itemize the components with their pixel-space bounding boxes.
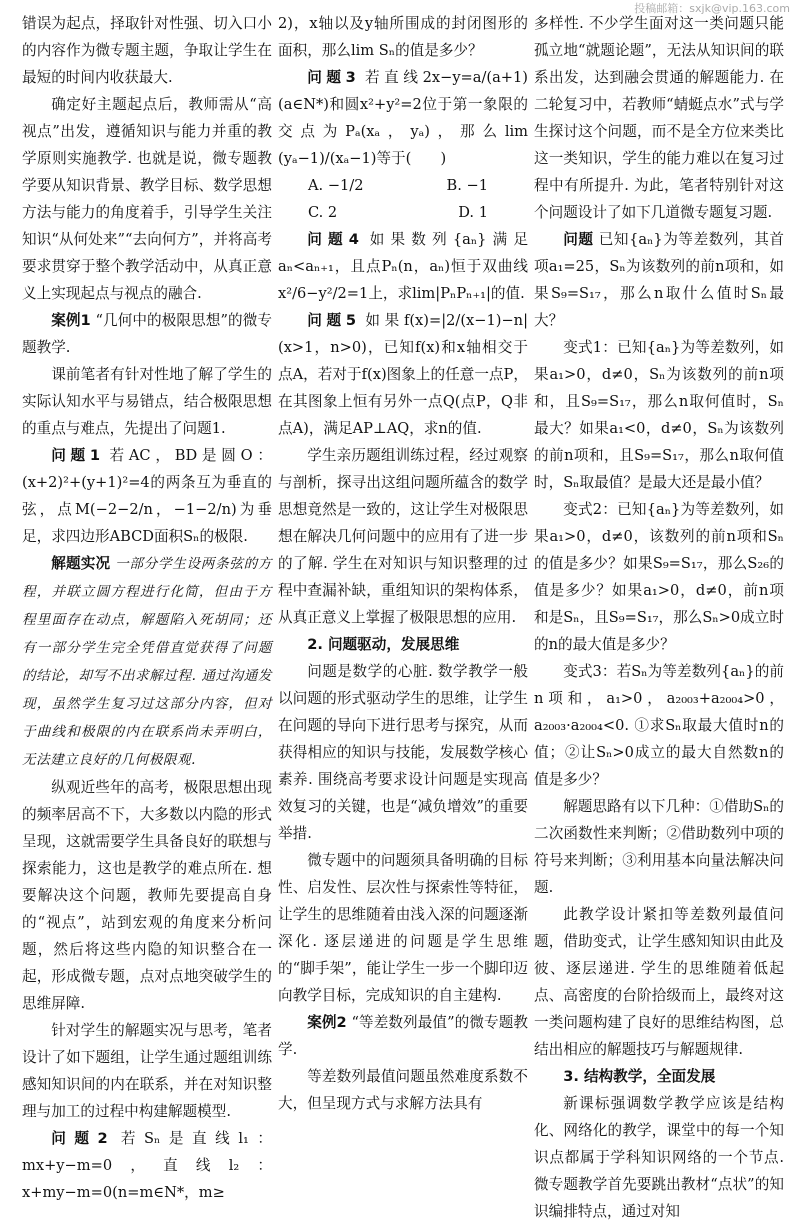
problem-text: 如果数列{aₙ}满足aₙ<aₙ₊₁，且点Pₙ(n，aₙ)恒于双曲线x²/6−y²/2=1上，求lim|PₙPₙ₊₁|的值. [278,231,528,302]
paragraph: 此教学设计紧扣等差数列最值问题，借助变式，让学生感知知识由此及彼、逐层递进. 学生的思维随着低起点、高密度的台阶拾级而上，最终对这一类问题构建了良好的思维结构图，总结出相应的解题技巧与解题规律. [534,906,784,1058]
case-label: 案例1 [51,312,91,329]
section-heading-2: 2. 问题驱动，发展思维 [307,636,460,653]
solution-label: 解题实况 [51,555,111,572]
problem-4 [278,226,528,307]
option-b: B. −1 [446,177,488,194]
paragraph: 2)，x轴以及y轴所围成的封闭图形的面积，那么lim Sₙ的值是多少？ [278,15,528,59]
paragraph: 学生亲历题组训练过程，经过观察与剖析，探寻出这组问题所蕴含的数学思想竟然是一致的，这让学生对极限思想在解决几何问题中的应用有了进一步的了解. 学生在对知识与知识整理的过程中查漏补缺，重组知识的架构体系，从真正意义上掌握了极限思想的应用. [278,447,528,626]
case-2-paragraph [278,1009,528,1063]
case-1-paragraph [22,307,272,361]
problem-text: 已知{aₙ}为等差数列，其首项a₁=25，Sₙ为该数列的前n项和，如果S₉=S₁₇，那么n取什么值时Sₙ最大？ [534,231,784,329]
problem-text: 如果f(x)=|2/(x−1)−n|(x>1，n>0)，已知f(x)和x轴相交于点A，若对于f(x)图象上的任意一点P，在其图象上恒有另外一点Q(点P，Q非点A)，满足AP⊥AQ，求n的值. [278,312,528,437]
header-url: 投稿邮箱：sxjk@vip.163.com [634,2,790,15]
problem-text: 若AC，BD是圆O：(x+2)²+(y+1)²=4的两条互为垂直的弦，点M(−2−2/n，−1−2/n)为垂足，求四边形ABCD面积Sₙ的极限. [22,447,273,545]
paragraph: 解题思路有以下几种：①借助Sₙ的二次函数性来判断；②借助数列中项的符号来判断；③利用基本向量法解决问题. [534,798,784,896]
paragraph: 纵观近些年的高考，极限思想出现的频率居高不下，大多数以内隐的形式呈现，这就需要学生具备良好的联想与探索能力，这也是教学的难点所在. 想要解决这个问题，教师先要提高自身的“视点”，站到宏观的角度来分析问题，然后将这些内隐的知识整合在一起，形成微专题，点对点地突破学生的思维屏障. [22,779,272,1012]
case-text: “等差数列最值”的微专题教学. [278,1014,528,1058]
problem-label: 问题2 [51,1130,108,1147]
problem-label: 问题1 [51,447,101,464]
paragraph: 新课标强调数学教学应该是结构化、网络化的教学，课堂中的每一个知识点都属于学科知识网络的一个节点. 微专题教学首先要跳出教材“点状”的知识编排特点，通过对知 [534,1095,784,1220]
problem-3 [278,64,528,172]
paragraph: 等差数列最值问题虽然难度系数不大，但呈现方式与求解方法具有 [278,1068,528,1112]
column-1 [22,10,272,1206]
paragraph: 课前笔者有针对性地了解了学生的实际认知水平与易错点，结合极限思想的重点与难点，先提出了问题1. [22,366,272,437]
variant-3: 变式3：若Sₙ为等差数列{aₙ}的前n项和，a₁>0，a₂₀₀₃+a₂₀₀₄>0，a₂₀₀₃·a₂₀₀₄<0. ①求Sₙ取最大值时n的值；②让Sₙ>0成立的最大自然数n的值是多少？ [534,663,784,788]
variant-1: 变式1：已知{aₙ}为等差数列，如果a₁>0，d≠0，Sₙ为该数列的前n项和，且S₉=S₁₇，那么n取何值时，Sₙ最大？如果a₁<0，d≠0，Sₙ为该数列的前n项和，且S₉=S₁₇，那么n取何值时，Sₙ取最值？是最大还是最小值？ [534,339,784,491]
problem-1 [22,442,272,550]
paragraph: 多样性. 不少学生面对这一类问题只能孤立地“就题论题”，无法从知识间的联系出发，达到融会贯通的解题能力. 在二轮复习中，若教师“蜻蜓点水”式与学生探讨这个问题，而不是全方位来类比这一类知识，学生的能力难以在复习过程中有所提升. 为此，笔者特别针对这个问题设计了如下几道微专题复习题. [534,15,784,221]
paragraph: 针对学生的解题实况与思考，笔者设计了如下题组，让学生通过题组训练感知知识间的内在联系，并在对知识整理与加工的过程中构建解题模型. [22,1022,272,1120]
paragraph: 微专题中的问题须具备明确的目标性、启发性、层次性与探索性等特征，让学生的思维随着由浅入深的问题逐渐深化. 逐层递进的问题是学生思维的“脚手架”，能让学生一步一个脚印迈向教学目标，完成知识的自主建构. [278,852,528,1004]
problem-5 [278,307,528,442]
case-text: “几何中的极限思想”的微专题教学. [22,312,272,356]
option-a: A. −1/2 [308,177,364,194]
options-row-1 [278,172,528,199]
column-2 [278,10,528,1117]
option-c: C. 2 [308,204,338,221]
solution-text: 一部分学生设两条弦的方程，并联立圆方程进行化简，但由于方程里面存在动点，解题陷入死胡同；还有一部分学生完全凭借直觉获得了问题的结论，却写不出求解过程. 通过沟通发现，虽然学生复习过这部分内容，但对于曲线和极限的内在联系尚未弄明白，无法建立良好的几何极限观. [22,556,272,768]
problem-label: 问题 [563,231,594,248]
variant-2: 变式2：已知{aₙ}为等差数列，如果a₁>0，d≠0，该数列的前n项和Sₙ的值是多少？如果S₉=S₁₇，那么S₂₆的值是多少？如果a₁>0，d≠0，前n项和是Sₙ，且S₉=S₁₇，那么Sₙ>0成立时的n的最大值是多少？ [534,501,784,653]
solution-paragraph [22,550,272,774]
problem-label: 问题3 [307,69,356,86]
problem-2 [22,1125,272,1206]
problem-label: 问题4 [307,231,359,248]
problem-text: 若Sₙ是直线l₁：mx+y−m=0，直线l₂：x+my−m=0(n=m∈N*，m≥ [22,1130,273,1201]
case-label: 案例2 [307,1014,347,1031]
option-d: D. 1 [458,204,488,221]
problem-main [534,226,784,334]
paragraph: 问题是数学的心脏. 数学教学一般以问题的形式驱动学生的思维，让学生在问题的导向下进行思考与探究，从而获得相应的知识与技能，发展数学核心素养. 围绕高考要求设计问题是实现高效复习的关键，也是“减负增效”的重要举措. [278,663,528,842]
options-row-2 [278,199,528,226]
paragraph: 确定好主题起点后，教师需从“高视点”出发，遵循知识与能力并重的教学原则实施教学. 也就是说，微专题教学要从知识背景、教学目标、数学思想方法与能力的角度着手，引导学生关注知识“从何处来”“去向何方”，并将高考要求贯穿于整个教学活动中，从真正意义上实现起点与视点的融合. [22,96,272,302]
problem-text: 若直线2x−y=a/(a+1)(a∈N*)和圆x²+y²=2位于第一象限的交点为Pₐ(xₐ，yₐ)，那么lim (yₐ−1)/(xₐ−1)等于( ) [278,69,529,167]
problem-label: 问题5 [307,312,356,329]
paragraph: 错误为起点，择取针对性强、切入口小的内容作为微专题主题，争取让学生在最短的时间内收获最大. [22,15,272,86]
section-heading-3: 3. 结构教学，全面发展 [563,1068,716,1085]
column-3 [534,10,784,1225]
